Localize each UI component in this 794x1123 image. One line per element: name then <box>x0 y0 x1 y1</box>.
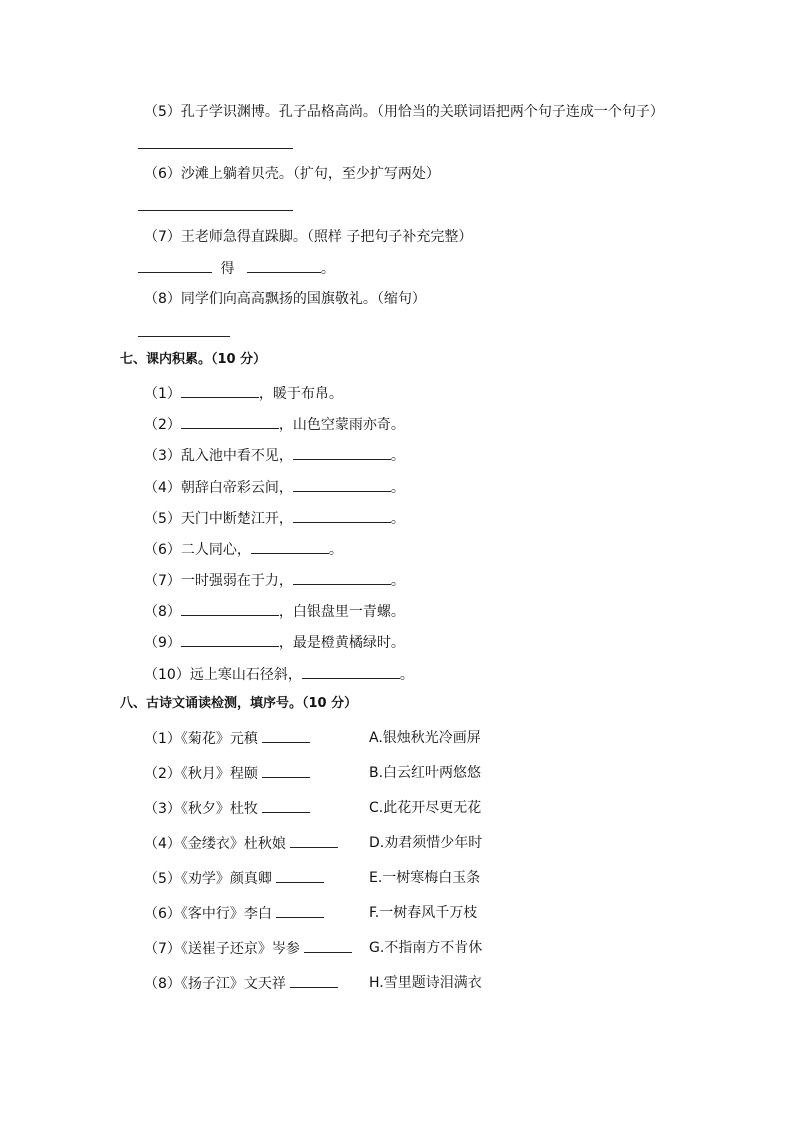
question-6-8: （8）同学们向高高飘扬的国旗敬礼。（缩句） <box>144 291 426 307</box>
fill-blank <box>138 257 212 273</box>
item-prefix: （9） <box>144 635 181 651</box>
item-suffix: 。 <box>390 448 405 464</box>
poem-source: （5）《劝学》颜真卿 <box>144 867 324 890</box>
fill-blank <box>181 382 259 398</box>
poem-line-option: B.白云红叶两悠悠 <box>369 765 482 781</box>
item-prefix: （1） <box>144 386 181 402</box>
item-prefix: （2） <box>144 417 181 433</box>
match-row-5 <box>144 867 544 889</box>
fill-blank <box>293 476 391 492</box>
poem-source: （4）《金缕衣》杜秋娘 <box>144 832 338 855</box>
item-suffix: 。 <box>390 511 405 527</box>
answer-line-6-6 <box>138 210 293 211</box>
answer-line-6-5 <box>138 148 293 149</box>
poem-source: （6）《客中行》李白 <box>144 902 324 925</box>
fill-blank <box>293 507 391 523</box>
fill-item-9 <box>144 631 405 653</box>
section-7-title: 七、课内积累。（10 分） <box>120 352 267 367</box>
poem-line-option: A.银烛秋光冷画屏 <box>369 730 481 746</box>
item-suffix: 。 <box>328 542 343 558</box>
question-6-5: （5）孔子学识渊博。孔子品格高尚。（用恰当的关联词语把两个句子连成一个句子） <box>144 104 664 120</box>
item-suffix: 。 <box>399 667 414 683</box>
item-suffix: ，白银盘里一青螺。 <box>278 604 405 620</box>
item-suffix: 。 <box>390 480 405 496</box>
match-row-1 <box>144 727 544 749</box>
fill-blank <box>247 257 321 273</box>
poem-line-option: F.一树春风千万枝 <box>369 905 478 921</box>
pattern-end: 。 <box>320 261 335 277</box>
fill-blank <box>293 444 391 460</box>
fill-item-6 <box>144 538 343 560</box>
fill-item-5 <box>144 507 405 529</box>
item-prefix: （8） <box>144 604 181 620</box>
match-row-8 <box>144 972 544 994</box>
pattern-word: 得 <box>220 261 235 277</box>
question-6-6: （6）沙滩上躺着贝壳。（扩句，至少扩写两处） <box>144 166 440 182</box>
fill-item-7 <box>144 569 405 591</box>
fill-blank <box>302 663 400 679</box>
poem-line-option: H.雪里题诗泪满衣 <box>369 975 482 991</box>
fill-blank <box>251 538 329 554</box>
question-6-7: （7）王老师急得直跺脚。（照样 子把句子补充完整） <box>144 229 473 245</box>
fill-item-3 <box>144 444 405 466</box>
item-suffix: 。 <box>390 573 405 589</box>
poem-source: （1）《菊花》元稹 <box>144 727 310 750</box>
item-prefix: （3）乱入池中看不见， <box>144 448 293 464</box>
match-row-2 <box>144 762 544 784</box>
match-row-7 <box>144 937 544 959</box>
fill-blank <box>181 600 279 616</box>
item-prefix: （10）远上寒山石径斜， <box>144 667 302 683</box>
fill-item-2 <box>144 413 405 435</box>
poem-line-option: G.不指南方不肯休 <box>369 940 483 956</box>
item-prefix: （4）朝辞白帝彩云间， <box>144 480 293 496</box>
section-8-title: 八、古诗文诵读检测，填序号。（10 分） <box>120 696 358 711</box>
question-6-7-pattern <box>138 257 335 279</box>
item-prefix: （5）天门中断楚江开， <box>144 511 293 527</box>
fill-item-10 <box>144 663 414 685</box>
fill-blank <box>181 413 279 429</box>
poem-source: （7）《送崔子还京》岑参 <box>144 937 352 960</box>
fill-item-1 <box>144 382 343 404</box>
match-row-6 <box>144 902 544 924</box>
fill-item-8 <box>144 600 405 622</box>
match-row-4 <box>144 832 544 854</box>
poem-source: （2）《秋月》程颐 <box>144 762 310 785</box>
fill-blank <box>293 569 391 585</box>
poem-line-option: C.此花开尽更无花 <box>369 800 482 816</box>
poem-line-option: D.劝君须惜少年时 <box>369 835 483 851</box>
match-row-3 <box>144 797 544 819</box>
item-prefix: （7）一时强弱在于力， <box>144 573 293 589</box>
poem-source: （8）《扬子江》文天祥 <box>144 972 338 995</box>
poem-line-option: E.一树寒梅白玉条 <box>369 870 481 886</box>
fill-item-4 <box>144 476 405 498</box>
item-suffix: ，最是橙黄橘绿时。 <box>278 635 405 651</box>
item-prefix: （6）二人同心， <box>144 542 251 558</box>
poem-source: （3）《秋夕》杜牧 <box>144 797 310 820</box>
item-suffix: ，暖于布帛。 <box>258 386 343 402</box>
item-suffix: ，山色空蒙雨亦奇。 <box>278 417 405 433</box>
fill-blank <box>181 631 279 647</box>
answer-line-6-8 <box>138 336 230 337</box>
